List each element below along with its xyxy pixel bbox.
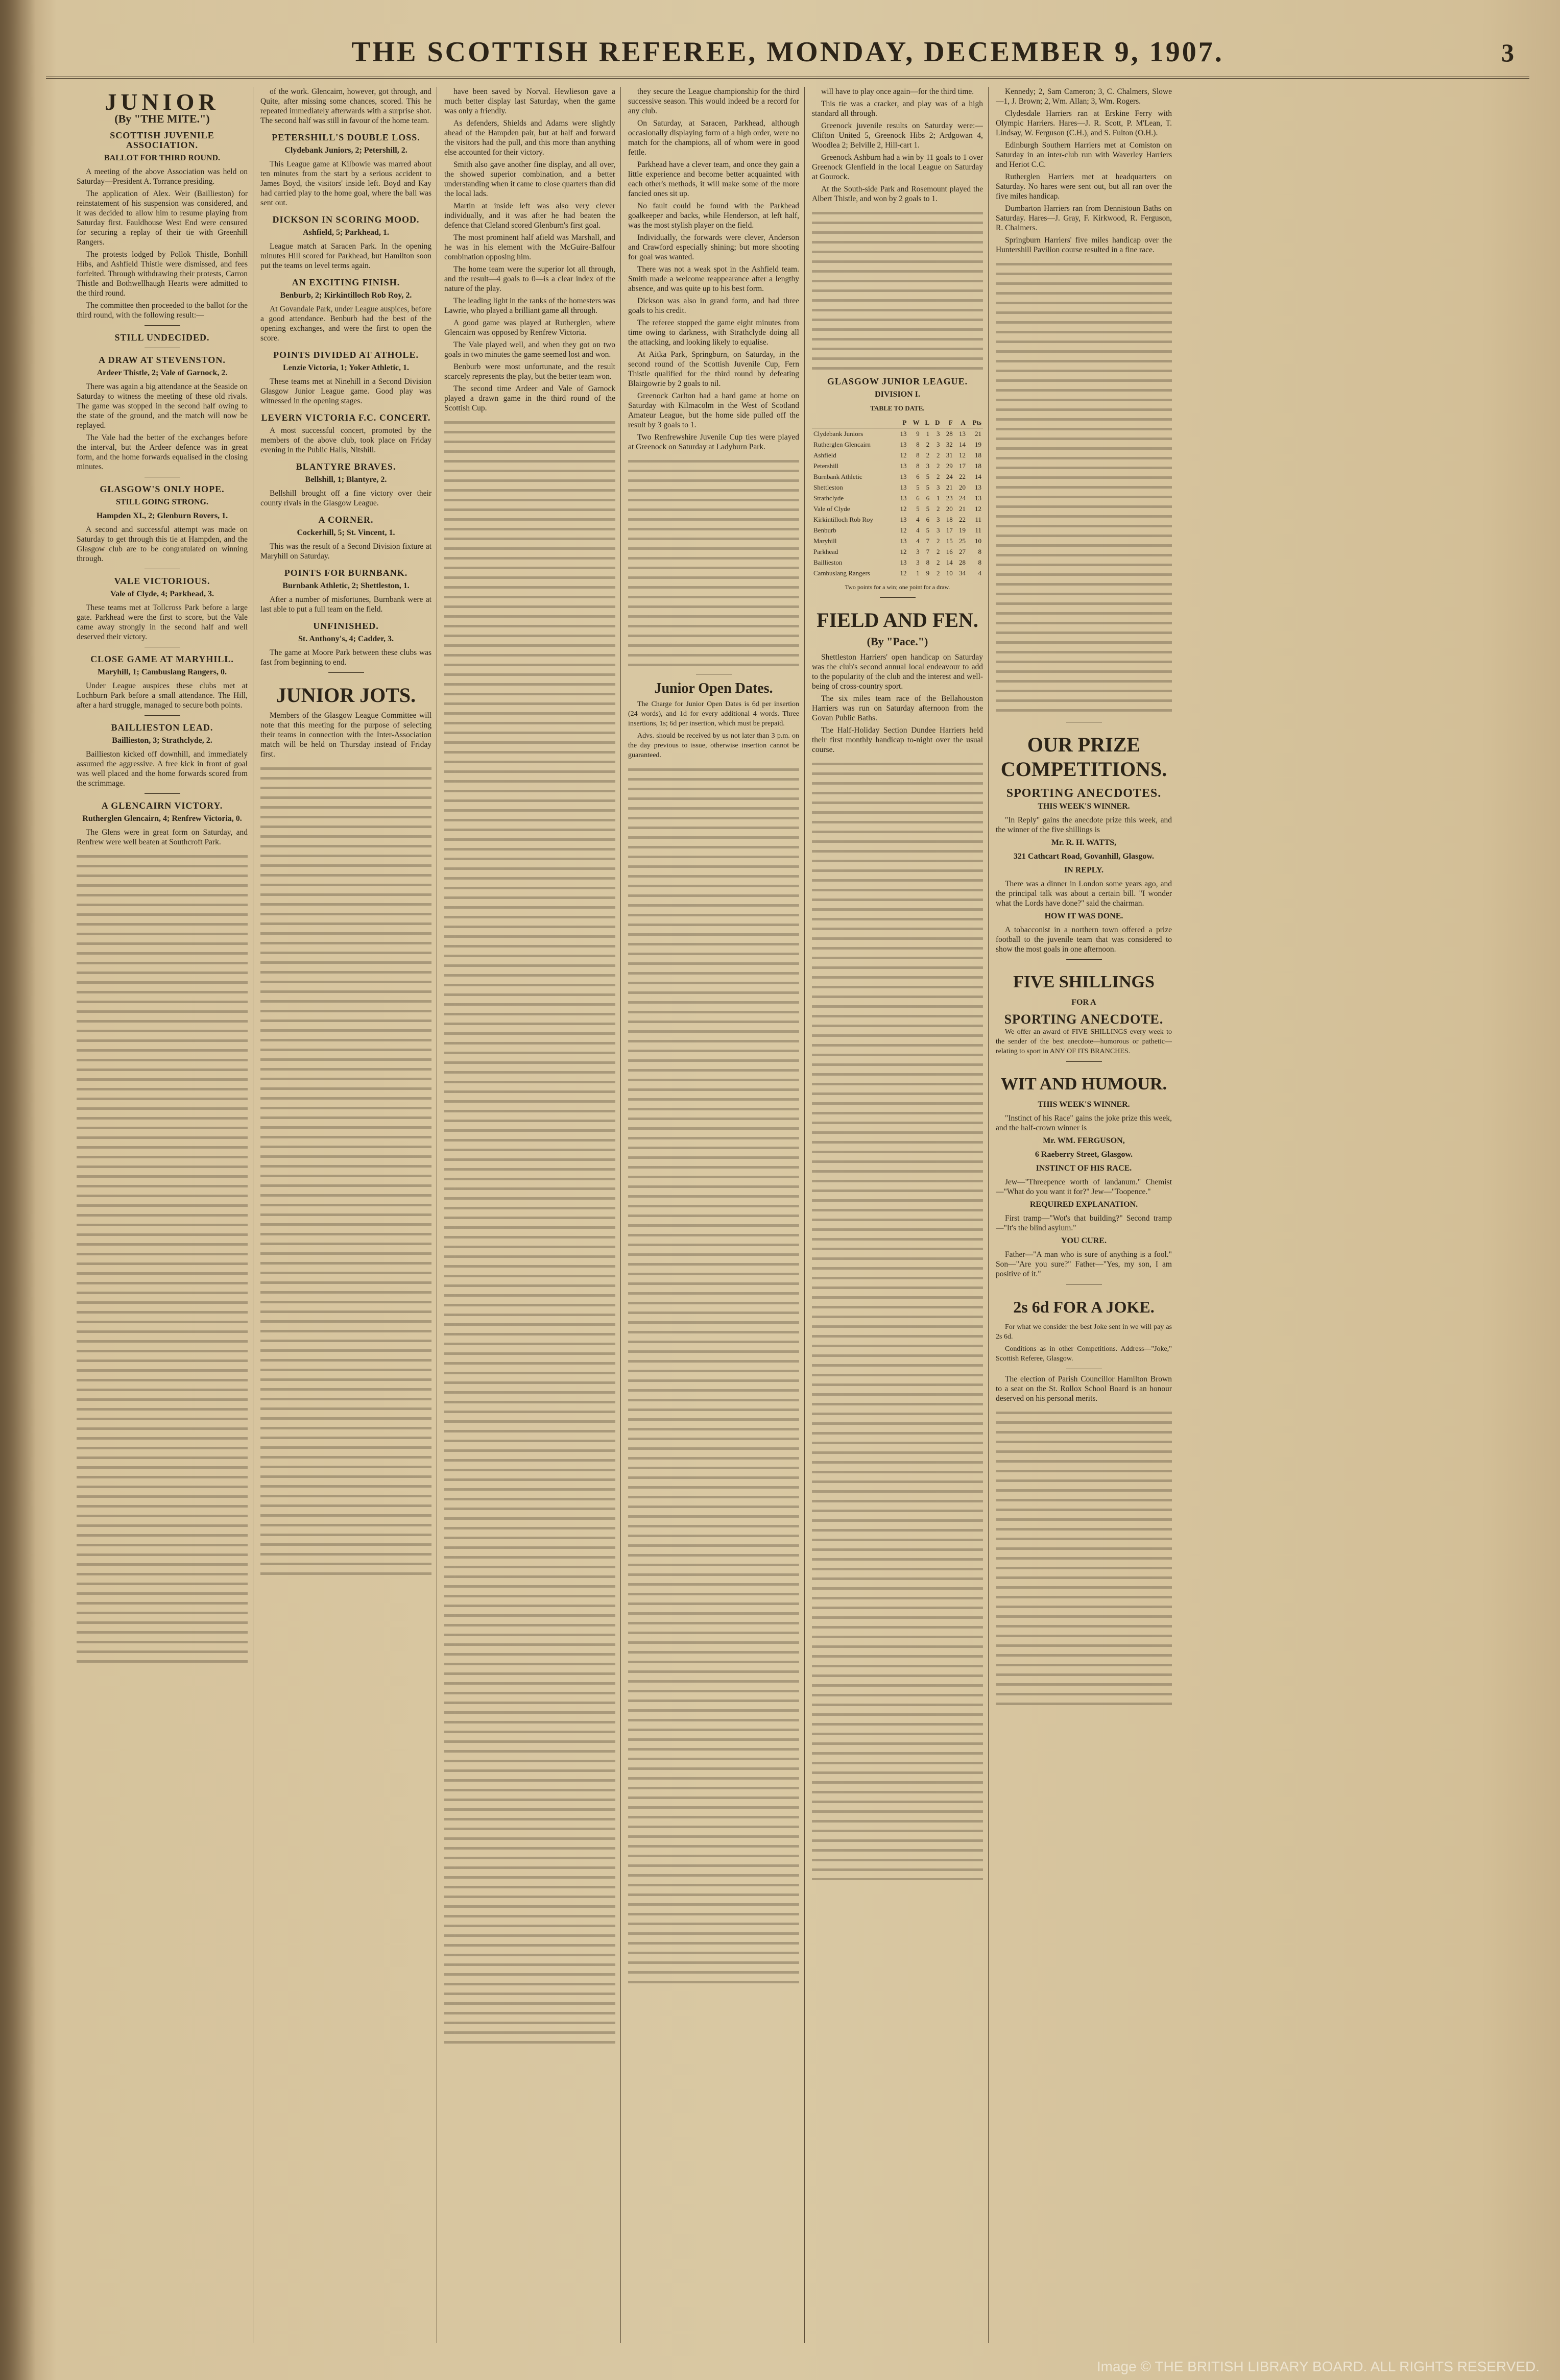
league-cell: 10 [946, 569, 953, 577]
league-team-name: Clydebank Juniors [813, 430, 863, 438]
article-paragraph: Smith also gave another fine display, and all over, the showed superior combination, and a better understanding when it came to close quarters than did the local lads. [444, 160, 615, 198]
section-heading: PETERSHILL'S DOUBLE LOSS. [272, 132, 420, 142]
league-cell: 2 [926, 441, 930, 448]
league-row [812, 450, 983, 460]
section-heading: DICKSON IN SCORING MOOD. [272, 214, 420, 225]
section-heading: VALE VICTORIOUS. [114, 576, 210, 586]
column-rule [988, 87, 989, 2343]
league-cell: 13 [975, 483, 981, 491]
league-cell: 8 [916, 441, 920, 448]
section-heading: POINTS DIVIDED AT ATHOLE. [273, 350, 419, 360]
league-team-name: Benburb [813, 526, 836, 534]
league-cell: 28 [946, 430, 953, 438]
divider [328, 672, 364, 673]
sporting-anecdote-heading: SPORTING ANECDOTE. [1004, 1012, 1164, 1027]
divider [1066, 959, 1102, 960]
league-cell: 13 [958, 430, 966, 438]
binding-edge [0, 0, 36, 2380]
body-text-block [996, 1406, 1172, 1712]
section-heading: A CORNER. [318, 515, 374, 525]
junior-heading: JUNIOR [105, 89, 220, 115]
league-cell: 16 [946, 548, 953, 555]
league-cell: 6 [916, 473, 920, 480]
league-cell: 12 [958, 451, 966, 459]
league-team-name: Petershill [813, 462, 839, 470]
league-cell: 20 [946, 505, 953, 513]
article-paragraph: Benburb were most unfortunate, and the result scarcely represents the play, but the better team won. [444, 362, 615, 381]
league-cell: 11 [975, 526, 981, 534]
league-column-header: A [961, 419, 966, 426]
section-heading: STILL UNDECIDED. [114, 332, 210, 343]
body-text-block [260, 762, 431, 1578]
divider [1066, 1061, 1102, 1062]
league-cell: 22 [958, 516, 966, 523]
match-result: Rutherglen Glencairn, 4; Renfrew Victoria, 0. [82, 814, 242, 823]
league-cell: 5 [926, 505, 930, 513]
league-cell: 18 [975, 451, 981, 459]
league-cell: 14 [946, 558, 953, 566]
league-cell: 5 [926, 526, 930, 534]
article-paragraph: The home team were the superior lot all through, and the result—4 goals to 0—is a clear index of the nature of the play. [444, 265, 615, 293]
column-6 [996, 87, 1172, 2333]
article-paragraph: First tramp—"Wot's that building?" Second tramp—"It's the blind asylum." [996, 1214, 1172, 1232]
league-cell: 12 [900, 569, 907, 577]
league-cell: 3 [937, 526, 940, 534]
league-cell: 2 [937, 537, 940, 545]
column-5 [812, 87, 983, 2333]
match-result: St. Anthony's, 4; Cadder, 3. [298, 635, 394, 643]
league-cell: 13 [900, 462, 907, 470]
league-column-header: F [948, 419, 953, 426]
article-paragraph: Conditions as in other Competitions. Address—"Joke," Scottish Referee, Glasgow. [996, 1345, 1172, 1363]
section-heading: AN EXCITING FINISH. [292, 277, 400, 287]
article-paragraph: The referee stopped the game eight minutes from time owing to darkness, with Strathclyde doing all the attacking, and looking likely to equalise. [628, 319, 799, 347]
article-paragraph: Individually, the forwards were clever, Anderson and Crawford especially shining; but more shooting for goal was wanted. [628, 233, 799, 261]
league-cell: 8 [926, 558, 930, 566]
junior-byline: (By "THE MITE.") [114, 112, 210, 125]
league-cell: 5 [916, 505, 920, 513]
article-paragraph: A good game was played at Rutherglen, where Glencairn was opposed by Renfrew Victoria. [444, 319, 615, 337]
league-row [812, 568, 983, 578]
league-team-name: Shettleston [813, 483, 843, 491]
open-dates-listings [628, 763, 799, 1988]
league-division: DIVISION I. [875, 390, 920, 399]
section-heading: A GLENCAIRN VICTORY. [101, 800, 223, 811]
article-paragraph: Two Renfrewshire Juvenile Cup ties were played at Greenock on Saturday at Ladyburn Park. [628, 433, 799, 451]
divider [145, 715, 180, 716]
winner-address: 321 Cathcart Road, Govanhill, Glasgow. [1013, 852, 1155, 861]
league-cell: 3 [916, 558, 920, 566]
league-cell: 13 [900, 430, 907, 438]
league-table-caption: TABLE TO DATE. [870, 404, 925, 412]
league-cell: 2 [937, 569, 940, 577]
league-cell: 19 [975, 441, 981, 448]
match-result: Burnbank Athletic, 2; Shettleston, 1. [282, 581, 410, 590]
league-note: Two points for a win; one point for a draw. [845, 584, 950, 591]
league-table [812, 417, 983, 578]
section-heading: BLANTYRE BRAVES. [296, 462, 396, 472]
column-2 [260, 87, 431, 2333]
match-result: Clydebank Juniors, 2; Petershill, 2. [284, 146, 407, 155]
league-row [812, 493, 983, 503]
article-paragraph: These teams met at Ninehill in a Second Division Glasgow Junior League game. Good play was witnessed in the opening stages. [260, 377, 431, 405]
league-cell: 8 [916, 451, 920, 459]
league-team-name: Baillieston [813, 558, 843, 566]
open-dates-terms: The Charge for Junior Open Dates is 6d per insertion (24 words), and 1d for every additional 4 words. Three insertions, 1s; 6d per insertion, which must be prepaid. [628, 700, 799, 727]
league-cell: 13 [900, 516, 907, 523]
article-paragraph: The Vale had the better of the exchanges before the interval, but the Ardeer defence was in great form, and the home forwards equalised in the closing minutes. [77, 433, 248, 471]
body-text-block [628, 454, 799, 669]
league-cell: 18 [975, 462, 981, 470]
league-column-header: P [902, 419, 907, 426]
league-cell: 2 [937, 558, 940, 566]
divider [145, 325, 180, 326]
body-text-block [812, 757, 983, 1880]
league-cell: 12 [900, 526, 907, 534]
article-paragraph: The game at Moore Park between these clubs was fast from beginning to end. [260, 648, 431, 667]
league-cell: 25 [958, 537, 966, 545]
league-cell: 5 [926, 473, 930, 480]
article-paragraph: The Glens were in great form on Saturday, and Renfrew were well beaten at Southcroft Park. [77, 828, 248, 846]
league-table-header [812, 417, 983, 428]
article-paragraph: Kennedy; 2, Sam Cameron; 3, C. Chalmers, Slowe—1, J. Brown; 2, Wm. Allan; 3, Wm. Rogers. [996, 87, 1172, 106]
divider [145, 793, 180, 794]
league-cell: 9 [926, 569, 930, 577]
article-paragraph: of the work. Glencairn, however, got through, and Quite, after missing some chances, scored. This he repeated immediately afterwards with a surprise shot. The second half was still in favour of the home team. [260, 87, 431, 125]
body-text-block [77, 849, 248, 1666]
league-cell: 5 [926, 483, 930, 491]
article-paragraph: At Govandale Park, under League auspices, before a good attendance. Benburb had the best of the opening exchanges, and were the first to open the score. [260, 305, 431, 343]
league-column-header: L [925, 419, 930, 426]
article-paragraph: have been saved by Norval. Hewlieson gave a much better display last Saturday, when the game was only a friendly. [444, 87, 615, 115]
article-paragraph: This League game at Kilbowie was marred about ten minutes from the start by a serious accident to James Boyd, the visitors' inside left. Boyd and Kay had carried play to the home goal, where the ball was sent out. [260, 160, 431, 207]
league-team-name: Burnbank Athletic [813, 473, 862, 480]
article-paragraph: For what we consider the best Joke sent in we will pay as 2s 6d. [996, 1323, 1172, 1341]
section-heading: A DRAW AT STEVENSTON. [99, 355, 226, 365]
league-cell: 22 [958, 473, 966, 480]
prize-competitions-heading: OUR PRIZE COMPETITIONS. [1000, 733, 1167, 781]
league-cell: 4 [916, 526, 920, 534]
league-row [812, 514, 983, 525]
league-cell: 21 [975, 430, 981, 438]
league-cell: 23 [946, 494, 953, 502]
league-cell: 14 [975, 473, 981, 480]
league-row [812, 536, 983, 546]
masthead-title: THE SCOTTISH REFEREE, MONDAY, DECEMBER 9, 1907. [351, 36, 1224, 68]
section-heading: UNFINISHED. [313, 621, 379, 631]
league-cell: 31 [946, 451, 953, 459]
league-cell: 12 [975, 505, 981, 513]
league-cell: 1 [937, 494, 940, 502]
section-subheading: STILL GOING STRONG. [116, 498, 208, 506]
article-paragraph: These teams met at Tollcross Park before a large gate. Parkhead were the first to score, but the Vale came away strongly in the second half and well deserved their victory. [77, 603, 248, 641]
article-paragraph: This tie was a cracker, and play was of a high standard all through. [812, 100, 983, 118]
match-result: Ashfield, 5; Parkhead, 1. [303, 228, 389, 237]
league-row [812, 428, 983, 440]
article-paragraph: Edinburgh Southern Harriers met at Comiston on Saturday in an inter-club run with Waverley Harriers and Heriot C.C. [996, 141, 1172, 169]
article-paragraph: A most successful concert, promoted by the members of the above club, took place on Friday evening in the Public Halls, Nitshill. [260, 426, 431, 454]
league-cell: 3 [916, 548, 920, 555]
article-paragraph: Dumbarton Harriers ran from Dennistoun Baths on Saturday. Hares—J. Gray, F. Kirkwood, R. Ferguson, R. Chalmers. [996, 204, 1172, 232]
winner-name: Mr. WM. FERGUSON, [1043, 1136, 1125, 1145]
field-and-fen-heading: FIELD AND FEN. [817, 609, 978, 632]
article-paragraph: Baillieston kicked off downhill, and immediately assumed the aggressive. A free kick in front of goal was well placed and the home forwards scored from the scrimmage. [77, 750, 248, 788]
article-paragraph: There was again a big attendance at the Seaside on Saturday to witness the meeting of these old rivals. The game was stopped in the second half owing to the state of the ground, and the match will now be replayed. [77, 382, 248, 430]
article-paragraph: As defenders, Shields and Adams were slightly ahead of the Hampden pair, but at half and forward the visitors had the pull, and this more than anything else accounted for their victory. [444, 119, 615, 157]
article-paragraph: League match at Saracen Park. In the opening minutes Hill scored for Parkhead, but Hamilton soon put the teams on level terms again. [260, 242, 431, 270]
column-rule [804, 87, 805, 2343]
league-cell: 3 [937, 516, 940, 523]
league-cell: 11 [975, 516, 981, 523]
league-cell: 13 [900, 473, 907, 480]
league-cell: 21 [946, 483, 953, 491]
article-paragraph: Bellshill brought off a fine victory over their county rivals in the Glasgow League. [260, 489, 431, 507]
league-team-name: Rutherglen Glencairn [813, 441, 871, 448]
league-cell: 28 [958, 558, 966, 566]
article-paragraph: At Aitka Park, Springburn, on Saturday, in the second round of the Scottish Juvenile Cup, Fern Thistle qualified for the third round by defeating Blairgowrie by 2 goals to nil. [628, 350, 799, 388]
divider [880, 597, 916, 598]
league-cell: 7 [926, 537, 930, 545]
league-cell: 13 [900, 494, 907, 502]
column-4 [628, 87, 799, 2333]
match-result: Bellshill, 1; Blantyre, 2. [305, 475, 387, 484]
section-heading: CLOSE GAME AT MARYHILL. [90, 654, 234, 664]
league-team-name: Cambuslang Rangers [813, 569, 870, 577]
joke-title: REQUIRED EXPLANATION. [1029, 1200, 1138, 1209]
article-paragraph: A meeting of the above Association was held on Saturday—President A. Torrance presiding. [77, 167, 248, 186]
winner-name: Mr. R. H. WATTS, [1051, 838, 1117, 847]
article-paragraph: Parkhead have a clever team, and once they gain a little experience and become better acquainted with each other's methods, it will make some of the more fancied ones sit up. [628, 160, 799, 198]
league-cell: 12 [900, 505, 907, 513]
league-cell: 24 [946, 473, 953, 480]
league-cell: 2 [937, 451, 940, 459]
column-rule [620, 87, 621, 2343]
section-heading: BAILLIESTON LEAD. [111, 722, 213, 733]
league-row [812, 482, 983, 493]
sporting-anecdotes-heading: SPORTING ANECDOTES. [1006, 787, 1162, 800]
article-paragraph: The most prominent half afield was Marshall, and he was in his element with the McGuire-Balfour combination opposing him. [444, 233, 615, 261]
league-cell: 4 [916, 537, 920, 545]
winner-address: 6 Raeberry Street, Glasgow. [1035, 1150, 1133, 1159]
column-3 [444, 87, 615, 2333]
article-paragraph: The Half-Holiday Section Dundee Harriers held their first monthly handicap to-night over the usual course. [812, 726, 983, 754]
league-column-header: Pts [972, 419, 981, 426]
article-paragraph: Martin at inside left was also very clever individually, and it was after he had beaten the defence that Cleland scored Glenburn's first goal. [444, 202, 615, 230]
league-cell: 27 [958, 548, 966, 555]
open-dates-note: Advs. should be received by us not later than 3 p.m. on the day previous to issue, otherwise insertion cannot be guaranteed. [628, 732, 799, 759]
article-paragraph: The leading light in the ranks of the homesters was Lawrie, who played a brilliant game all through. [444, 297, 615, 315]
league-cell: 1 [916, 569, 920, 577]
league-cell: 8 [916, 462, 920, 470]
article-paragraph: There was not a weak spot in the Ashfield team. Smith made a welcome reappearance after a lengthy absence, and was quite up to his best form. [628, 265, 799, 293]
body-text-block [444, 416, 615, 2049]
article-paragraph: Shettleston Harriers' open handicap on Saturday was the club's second annual local endeavour to add to the popularity of the club and the interest and well-being of cross-country sport. [812, 653, 983, 691]
five-shillings-heading: FIVE SHILLINGS [1013, 973, 1155, 991]
match-result: Benburb, 2; Kirkintilloch Rob Roy, 2. [280, 291, 412, 300]
article-paragraph: will have to play once again—for the third time. [821, 87, 974, 96]
article-paragraph: A second and successful attempt was made on Saturday to get through this tie at Hampden, and the Glasgow club are to be congratulated on winning through. [77, 525, 248, 563]
article-paragraph: Father—"A man who is sure of anything is a fool." Son—"Are you sure?" Father—"Yes, my son, I am positive of it." [996, 1250, 1172, 1278]
league-row [812, 460, 983, 471]
league-row [812, 471, 983, 482]
league-row [812, 546, 983, 557]
article-paragraph: "Instinct of his Race" gains the joke prize this week, and the half-crown winner is [996, 1114, 1172, 1132]
joke-title: INSTINCT OF HIS RACE. [1036, 1164, 1132, 1173]
league-row [812, 525, 983, 536]
league-cell: 13 [975, 494, 981, 502]
field-byline: (By "Pace.") [867, 635, 928, 648]
league-cell: 3 [937, 483, 940, 491]
league-cell: 3 [926, 462, 930, 470]
league-team-name: Maryhill [813, 537, 837, 545]
league-cell: 17 [946, 526, 953, 534]
article-paragraph: Springburn Harriers' five miles handicap over the Huntershill Pavilion course resulted in a fine race. [996, 236, 1172, 254]
league-cell: 13 [900, 537, 907, 545]
article-paragraph: No fault could be found with the Parkhead goalkeeper and backs, while Henderson, at left half, was the most stylish player on the field. [628, 202, 799, 230]
section-heading: GLASGOW'S ONLY HOPE. [100, 484, 225, 494]
league-cell: 6 [916, 494, 920, 502]
league-cell: 4 [978, 569, 981, 577]
league-cell: 29 [946, 462, 953, 470]
league-cell: 21 [958, 505, 966, 513]
league-cell: 15 [946, 537, 953, 545]
league-cell: 2 [937, 505, 940, 513]
association-heading: SCOTTISH JUVENILE ASSOCIATION. [110, 130, 214, 150]
anecdote-title: IN REPLY. [1064, 866, 1104, 875]
article-paragraph: Greenock Ashburn had a win by 11 goals to 1 over Greenock Glenfield in the local League on Saturday at Gourock. [812, 153, 983, 181]
league-column-header: D [935, 419, 940, 426]
league-cell: 14 [958, 441, 966, 448]
article-paragraph: The Vale played well, and when they got on two goals in two minutes the game seemed lost and won. [444, 341, 615, 359]
section-heading: LEVERN VICTORIA F.C. CONCERT. [261, 412, 431, 423]
article-paragraph: This was the result of a Second Division fixture at Maryhill on Saturday. [260, 542, 431, 561]
league-cell: 2 [937, 473, 940, 480]
this-week-winner: THIS WEEK'S WINNER. [1038, 802, 1130, 811]
article-paragraph: At the South-side Park and Rosemount played the Albert Thistle, and won by 2 goals to 1. [812, 185, 983, 203]
body-text-block [812, 206, 983, 370]
league-cell: 13 [900, 441, 907, 448]
page-number: 3 [1501, 38, 1514, 67]
article-paragraph: Rutherglen Harriers met at headquarters on Saturday. No hares were sent out, but all ran over the five miles handicap. [996, 173, 1172, 201]
league-team-name: Ashfield [813, 451, 836, 459]
junior-jots-heading: JUNIOR JOTS. [276, 684, 416, 707]
league-cell: 2 [937, 462, 940, 470]
article-paragraph: The six miles team race of the Bellahouston Harriers was run on Saturday afternoon from the Govan Public Baths. [812, 694, 983, 722]
league-cell: 18 [946, 516, 953, 523]
league-row [812, 557, 983, 568]
league-cell: 7 [926, 548, 930, 555]
match-result: Maryhill, 1; Cambuslang Rangers, 0. [98, 668, 227, 676]
article-paragraph: Greenock Carlton had a hard game at home on Saturday with Kilmacolm in the West of Scotland Amateur League, but the home side pulled off the result by 3 goals to 1. [628, 392, 799, 429]
match-result: Vale of Clyde, 4; Parkhead, 3. [110, 590, 214, 598]
league-row [812, 439, 983, 450]
league-cell: 20 [958, 483, 966, 491]
league-heading: GLASGOW JUNIOR LEAGUE. [827, 376, 968, 386]
league-cell: 8 [978, 548, 981, 555]
match-result: Ardeer Thistle, 2; Vale of Garnock, 2. [97, 369, 228, 377]
league-cell: 32 [946, 441, 953, 448]
image-credit: Image © THE BRITISH LIBRARY BOARD. ALL RIGHTS RESERVED. [1096, 2359, 1540, 2374]
joke-prize-heading: 2s 6d FOR A JOKE. [1013, 1298, 1155, 1316]
league-team-name: Strathclyde [813, 494, 844, 502]
article-paragraph: The election of Parish Councillor Hamilton Brown to a seat on the St. Rollox School Board is an honour deserved on his personal merits. [996, 1375, 1172, 1403]
league-column-header: W [913, 419, 920, 426]
league-cell: 34 [958, 569, 966, 577]
for-a-label: FOR A [1071, 998, 1096, 1007]
article-paragraph: they secure the League championship for the third successive season. This would indeed be a record for any club. [628, 87, 799, 115]
wit-and-humour-heading: WIT AND HUMOUR. [1000, 1075, 1167, 1094]
article-paragraph: Greenock juvenile results on Saturday were:—Clifton United 5, Greenock Hibs 2; Ardgowan 4, Woodlea 2; Belville 2, Hill-cart 1. [812, 122, 983, 150]
league-row [812, 503, 983, 514]
article-paragraph: We offer an award of FIVE SHILLINGS every week to the sender of the best anecdote—humorous or pathetic—relating to sport in ANY OF ITS BRANCHES. [996, 1028, 1172, 1055]
match-result: Lenzie Victoria, 1; Yoker Athletic, 1. [282, 363, 410, 372]
match-result: Hampden XI., 2; Glenburn Rovers, 1. [96, 512, 228, 520]
league-cell: 2 [937, 548, 940, 555]
league-team-name: Parkhead [813, 548, 838, 555]
column-1 [77, 87, 248, 2333]
article-paragraph: The committee then proceeded to the ballot for the third round, with the following result:— [77, 301, 248, 320]
this-week-winner: THIS WEEK'S WINNER. [1038, 1100, 1130, 1109]
league-cell: 6 [926, 516, 930, 523]
article-paragraph: Under League auspices these clubs met at Lochburn Park before a small attendance. The Hill, after a hard struggle, managed to secure both points. [77, 682, 248, 710]
masthead [46, 36, 1529, 79]
article-paragraph: Jew—"Threepence worth of landanum." Chemist—"What do you want it for?" Jew—"Toopence." [996, 1178, 1172, 1196]
league-team-name: Kirkintilloch Rob Roy [813, 516, 873, 523]
league-cell: 24 [958, 494, 966, 502]
article-paragraph: Members of the Glasgow League Committee will note that this meeting for the purpose of selecting their teams in connection with the Inter-Association match will be held on Thursday instead of Friday first. [260, 711, 431, 759]
league-cell: 8 [978, 558, 981, 566]
article-paragraph: The application of Alex. Weir (Baillieston) for reinstatement of his suspension was considered, and it was decided to allow him to resume playing from Saturday first. Fauldhouse West End were censured for securing a replay of their tie with Greenhill Rangers. [77, 189, 248, 247]
section-heading: POINTS FOR BURNBANK. [284, 568, 408, 578]
league-cell: 17 [958, 462, 966, 470]
article-paragraph: Dickson was also in grand form, and had three goals to his credit. [628, 297, 799, 315]
league-cell: 5 [916, 483, 920, 491]
match-result: Baillieston, 3; Strathclyde, 2. [112, 736, 212, 745]
article-paragraph: On Saturday, at Saracen, Parkhead, although occasionally displaying form of a high order, were no match for the champions, all of whom were in good fettle. [628, 119, 799, 157]
league-cell: 12 [900, 548, 907, 555]
league-cell: 1 [926, 430, 930, 438]
league-cell: 2 [926, 451, 930, 459]
league-cell: 4 [916, 516, 920, 523]
joke-title: YOU CURE. [1061, 1236, 1107, 1245]
article-paragraph: There was a dinner in London some years ago, and the principal talk was about a certain bill. "I wonder what the Lords have done?" said the chairman. [996, 880, 1172, 908]
article-paragraph: After a number of misfortunes, Burnbank were at last able to put a full team on the field. [260, 595, 431, 614]
article-paragraph: A tobacconist in a northern town offered a prize football to the juvenile team that was considered to show the most goals in one afternoon. [996, 926, 1172, 954]
article-paragraph: The second time Ardeer and Vale of Garnock played a drawn game in the third round of the Scottish Cup. [444, 384, 615, 412]
league-column-header [812, 417, 895, 428]
league-cell: 3 [937, 430, 940, 438]
article-paragraph: Clydesdale Harriers ran at Erskine Ferry with Olympic Harriers. Hares—J. R. Scott, P. M'Lean, T. Lindsay, W. Ferguson (C.H.), and S. Fulton (O.H.). [996, 109, 1172, 137]
league-cell: 13 [900, 558, 907, 566]
league-team-name: Vale of Clyde [813, 505, 850, 513]
league-cell: 13 [900, 483, 907, 491]
ballot-heading: BALLOT FOR THIRD ROUND. [104, 154, 220, 162]
article-paragraph: "In Reply" gains the anecdote prize this week, and the winner of the five shillings is [996, 816, 1172, 834]
league-cell: 6 [926, 494, 930, 502]
open-dates-heading: Junior Open Dates. [654, 681, 773, 696]
match-result: Cockerhill, 5; St. Vincent, 1. [297, 528, 395, 537]
anecdote-title: HOW IT WAS DONE. [1044, 912, 1123, 920]
league-cell: 19 [958, 526, 966, 534]
league-cell: 12 [900, 451, 907, 459]
article-paragraph: The protests lodged by Pollok Thistle, Bonhill Hibs, and Ashfield Thistle were dismissed, and fees forfeited. Through withdrawing their protests, Carron Thistle and Bothwellhaugh Hearts were admitted to the third round. [77, 250, 248, 298]
body-text-block [996, 257, 1172, 717]
league-cell: 10 [975, 537, 981, 545]
league-cell: 9 [916, 430, 920, 438]
league-cell: 3 [937, 441, 940, 448]
